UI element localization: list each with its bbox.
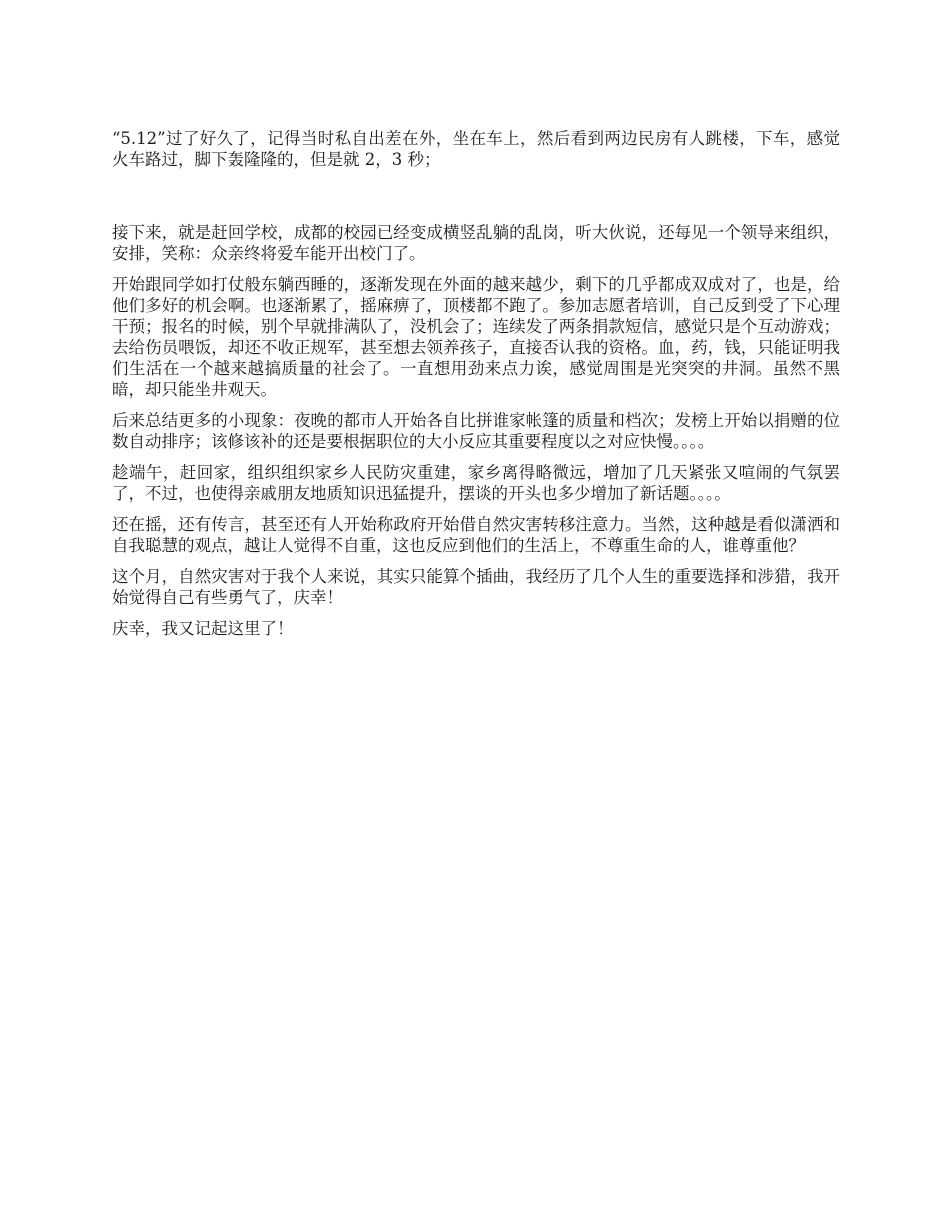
paragraph-5: 趁端午，赶回家，组织组织家乡人民防灾重建，家乡离得略微远，增加了几天紧张又喧闹的气氛罢了，不过，也使得亲戚朋友地质知识迅猛提升，摆谈的开头也多少增加了新话题。。。。 — [112, 463, 840, 503]
paragraph-2: 接下来，就是赶回学校，成都的校园已经变成横竖乱躺的乱岗，听大伙说，还每见一个领导来组织，安排，笑称：众亲终将爱车能开出校门了。 — [112, 223, 840, 263]
paragraph-1: “5.12”过了好久了，记得当时私自出差在外，坐在车上，然后看到两边民房有人跳楼，下车，感觉火车路过，脚下轰隆隆的，但是就 2，3 秒； — [112, 129, 840, 169]
paragraph-4: 后来总结更多的小现象：夜晚的都市人开始各自比拼谁家帐篷的质量和档次；发榜上开始以捐赠的位数自动排序；该修该补的还是要根据职位的大小反应其重要程度以之对应快慢。。。。 — [112, 411, 840, 451]
paragraph-8: 庆幸，我又记起这里了！ — [112, 619, 294, 638]
paragraph-3: 开始跟同学如打仗般东躺西睡的，逐渐发现在外面的越来越少，剩下的几乎都成双成对了，也是，给他们多好的机会啊。也逐渐累了，摇麻痹了，顶楼都不跑了。参加志愿者培训，自己反到受了下心理干预；报名的时候，别个早就排满队了，没机会了；连续发了两条捐款短信，感觉只是个互动游戏；去给伤员喂饭，却还不收正规军，甚至想去领养孩子，直接否认我的资格。血，药，钱，只能证明我们生活在一个越来越搞质量的社会了。一直想用劲来点力诶，感觉周围是光突突的井洞。虽然不黑暗，却只能坐井观天。 — [112, 275, 840, 399]
paragraph-6: 还在摇，还有传言，甚至还有人开始称政府开始借自然灾害转移注意力。当然，这种越是看似潇洒和自我聪慧的观点，越让人觉得不自重，这也反应到他们的生活上，不尊重生命的人，谁尊重他？ — [112, 515, 840, 555]
paragraph-7: 这个月，自然灾害对于我个人来说，其实只能算个插曲，我经历了几个人生的重要选择和涉猎，我开始觉得自己有些勇气了，庆幸！ — [112, 567, 840, 607]
document-body — [112, 128, 840, 649]
